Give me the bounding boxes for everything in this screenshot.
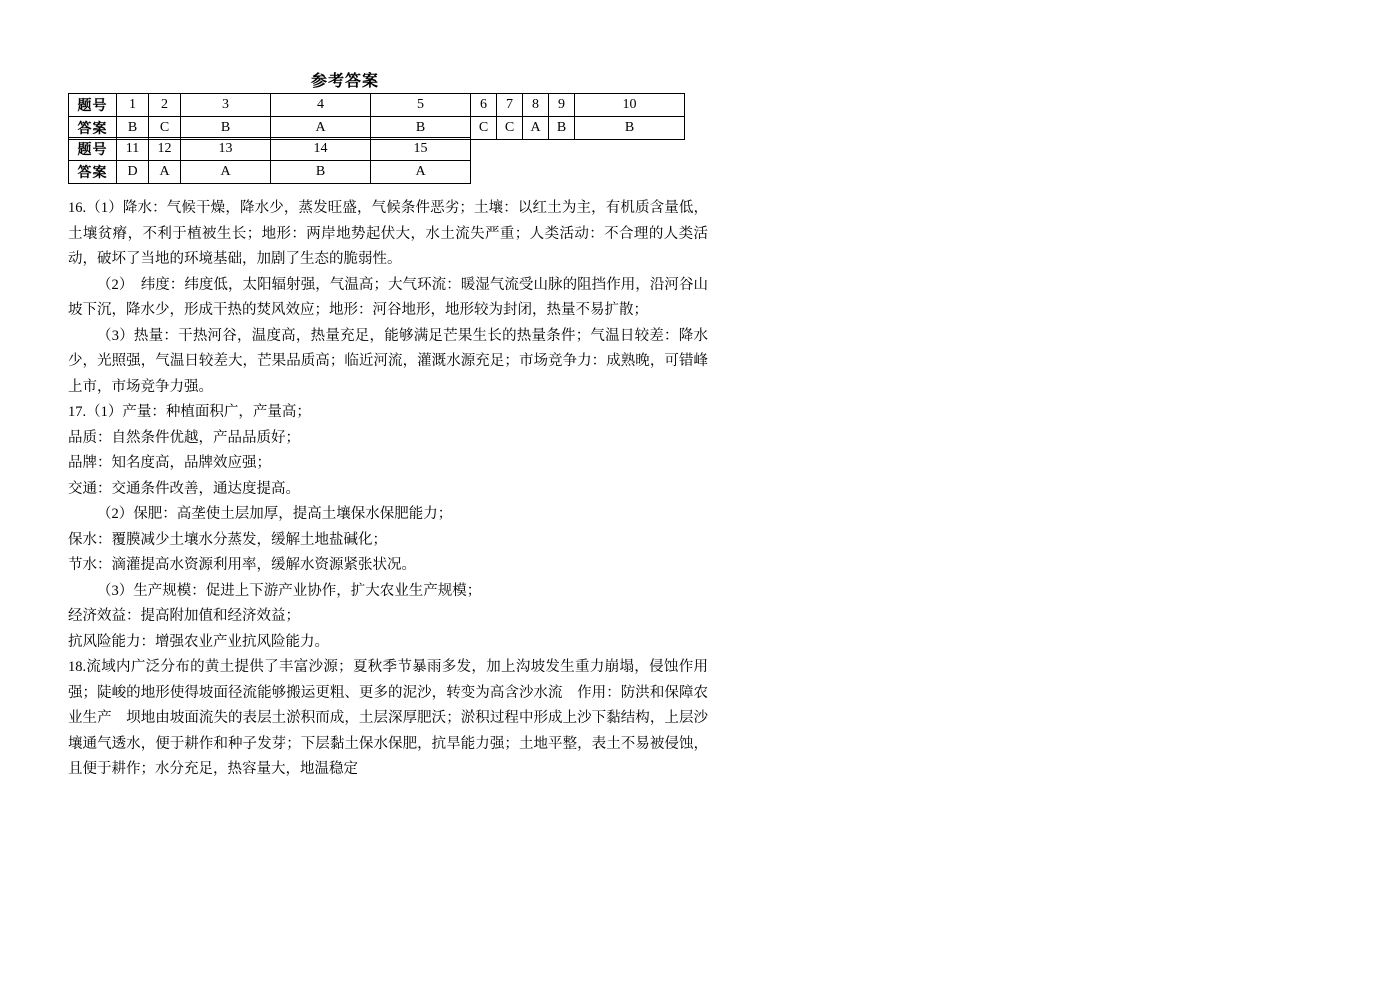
row-label: 答案: [69, 117, 117, 140]
table-cell: B: [575, 117, 685, 140]
table-cell: A: [181, 161, 271, 184]
paragraph-17-3-risk: 抗风险能力：增强农业产业抗风险能力。: [68, 633, 329, 650]
paragraph-16-2: （2） 纬度：纬度低，太阳辐射强，气温高；大气环流：暖湿气流受山脉的阻挡作用，沿河谷山坡下沉，降水少，形成干热的焚风效应；地形：河谷地形，地形较为封闭，热量不易扩散；: [68, 276, 708, 318]
table-cell: 15: [371, 138, 471, 161]
table-cell: 7: [497, 94, 523, 117]
table-cell: B: [181, 117, 271, 140]
table-cell: 9: [549, 94, 575, 117]
objective-answers-table-2: [68, 137, 471, 184]
table-cell: 5: [371, 94, 471, 117]
paragraph-17-2: （2）保肥：高垄使土层加厚，提高土壤保水保肥能力；: [97, 506, 453, 522]
paragraph-17-1-brand: 品牌：知名度高，品牌效应强；: [68, 455, 271, 471]
table-cell: 11: [117, 138, 149, 161]
paragraph-16-1: 16.（1）降水：气候干燥，降水少，蒸发旺盛，气候条件恶劣；土壤：以红土为主，有机质含量低，土壤贫瘠，不利于植被生长；地形：两岸地势起伏大，水土流失严重；人类活动：不合理的人类活动，破坏了当地的环境基础，加剧了生态的脆弱性。: [68, 200, 708, 267]
paragraph-17-1: 17.（1）产量：种植面积广，产量高；: [68, 404, 311, 420]
answer-body: [68, 196, 708, 783]
table-cell: B: [549, 117, 575, 140]
row-label: 题号: [69, 94, 117, 117]
paragraph-17-3-economic: 经济效益：提高附加值和经济效益；: [68, 608, 300, 624]
table-cell: D: [117, 161, 149, 184]
table-cell: A: [149, 161, 181, 184]
paragraph-16-3: （3）热量：干热河谷，温度高，热量充足，能够满足芒果生长的热量条件；气温日较差：降水少，光照强，气温日较差大，芒果品质高；临近河流，灌溉水源充足；市场竞争力：成熟晚，可错峰上市，市场竞争力强。: [68, 327, 708, 395]
table-cell: B: [117, 117, 149, 140]
table-cell: 3: [181, 94, 271, 117]
paragraph-17-2-water-retention: 保水：覆膜减少土壤水分蒸发，缓解土地盐碱化；: [68, 531, 387, 548]
table-cell: A: [371, 161, 471, 184]
table-cell: 4: [271, 94, 371, 117]
table-cell: 10: [575, 94, 685, 117]
table-cell: A: [523, 117, 549, 140]
table-cell: B: [271, 161, 371, 184]
table-row: [69, 161, 471, 184]
table-cell: C: [149, 117, 181, 140]
table-cell: C: [497, 117, 523, 140]
table-cell: 2: [149, 94, 181, 117]
table-cell: 1: [117, 94, 149, 117]
objective-answers-table-1: [68, 93, 685, 140]
row-label: 答案: [69, 161, 117, 184]
paragraph-17-2-water-saving: 节水：滴灌提高水资源利用率，缓解水资源紧张状况。: [68, 557, 416, 573]
paragraph-17-1-quality: 品质：自然条件优越，产品品质好；: [68, 429, 300, 446]
page-title: 参考答案: [310, 73, 379, 90]
table-row: [69, 94, 685, 117]
table-cell: A: [271, 117, 371, 140]
paragraph-18: 18.流域内广泛分布的黄土提供了丰富沙源；夏秋季节暴雨多发，加上沟坡发生重力崩塌，侵蚀作用强；陡峻的地形使得坡面径流能够搬运更粗、更多的泥沙，转变为高含沙水流 作用：防洪和保障农业生产 坝地由坡面流失的表层土淤积而成，土层深厚肥沃；淤积过程中形成上沙下黏结构，上层沙壤通气透水，便于耕作和种子发芽；下层黏土保水保肥，抗旱能力强；土地平整，表土不易被侵蚀，且便于耕作；水分充足，热容量大，地温稳定: [68, 659, 708, 777]
table-cell: B: [371, 117, 471, 140]
table-cell: 6: [471, 94, 497, 117]
row-label: 题号: [69, 138, 117, 161]
table-cell: 14: [271, 138, 371, 161]
table-row: [69, 138, 471, 161]
paragraph-17-3: （3）生产规模：促进上下游产业协作，扩大农业生产规模；: [97, 582, 482, 599]
table-cell: C: [471, 117, 497, 140]
paragraph-17-1-transport: 交通：交通条件改善，通达度提高。: [68, 480, 300, 497]
table-cell: 12: [149, 138, 181, 161]
table-cell: 13: [181, 138, 271, 161]
table-cell: 8: [523, 94, 549, 117]
